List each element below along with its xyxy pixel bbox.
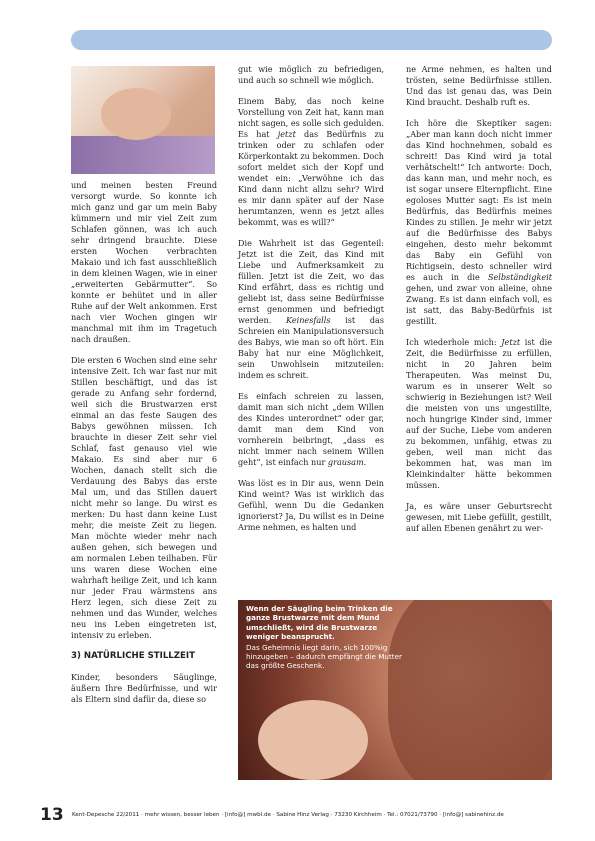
text: Ich wiederhole mich: — [406, 337, 502, 347]
column-3 — [406, 64, 552, 544]
section-heading: 3) NATÜRLICHE STILLZEIT — [71, 651, 195, 661]
text: das Bedürfnis zu trinken oder zu schlafen oder Körperkontakt zu bekommen. Doch sofort meldet sich der Kopf und wendet ein: „Verwöhne ich das Kind dann nicht allzu sehr? Wird es mir dann später auf der Nase herumtanzen, wenn es jetzt alles bekommt, was es will?“ — [238, 129, 385, 227]
text: Ich höre die Skeptiker sagen: „Aber man kann doch nicht immer das Kind hochnehmen, sobald es schreit! Das Kind wird ja total verhätschelt!“ Ich antworte: Doch, das kann man, und mehr noch, es ist sogar unsere Elternpflicht. Eine egoloses Mutter sagt: Es ist mein Bedürfnis, das Bedürfnis meines Kindes zu stillen. Je mehr wir jetzt auf die Bedürfnisse des Babys eingehen, desto mehr bekommt das Baby ein Gefühl von Richtigsein, desto schneller wird es auch in die — [406, 118, 552, 282]
footer-line: Kent-Depesche 22/2011 · mehr wissen, besser leben · [info@] mwbl.de · Sabine Hinz Verlag · 73230 Kirchheim · Tel.: 07021/73790 · [info@] sabinehinz.de — [72, 812, 504, 818]
column-2 — [238, 64, 384, 543]
baby — [258, 700, 368, 780]
blanket — [71, 136, 215, 174]
header-bar — [71, 30, 552, 50]
text: Die Wahrheit ist das Gegenteil: Jetzt ist die Zeit, das Kind mit Liebe und Aufmerksamkeit zu füllen. Jetzt ist die Zeit, wo das Kind erfährt, dass es richtig und geliebt ist, dass seine Bedürfnisse ernst genommen und befriedigt werden. — [238, 238, 384, 325]
emphasis: grausam — [327, 457, 364, 467]
paragraph: und meinen besten Freund versorgt wurde. So konnte ich mich ganz und gar um mein Baby kümmern und mir viel Zeit zum Schlafen gönnen, was ich auch sehr dringend brauchte. Diese ersten Wochen verbrachten Makaio und ich fast ausschließlich in dem kleinen Wagen, wie in einer „erweiterten Gebärmutter“. So konnte er behütet und in aller Ruhe auf der Welt ankommen. Erst nach vier Wochen gingen wir manchmal mit ihm im Tragetuch nach draußen. — [71, 180, 217, 344]
paragraph — [406, 337, 552, 491]
page-number: 13 — [40, 805, 64, 825]
baby-head — [101, 88, 171, 140]
paragraph: gut wie möglich zu befriedigen, und auch so schnell wie möglich. — [238, 64, 384, 85]
text: Es einfach schreien zu lassen, damit man sich nicht „dem Willen des Kindes unterordnet“ oder gar, damit man dem Kind von vornherein beibringt, „dass es nicht immer nach seinem Willen geht“, ist einfach nur — [238, 391, 384, 467]
emphasis: jetzt — [277, 129, 296, 139]
paragraph — [238, 391, 384, 468]
paragraph — [238, 238, 384, 381]
footer — [40, 805, 560, 825]
photo-caption — [246, 604, 406, 671]
paragraph — [406, 118, 552, 327]
caption-text: Das Geheimnis liegt darin, sich 100%ig hinzugeben – dadurch empfängt die Mutter das größte Geschenk. — [246, 642, 402, 671]
paragraph: ne Arme nehmen, es halten und trösten, seine Bedürfnisse stillen. Und das ist genau das, was Dein Kind braucht. Deshalb ruft es. — [406, 64, 552, 107]
text: ist das Schreien ein Manipulationsversuch des Babys, wie man so oft hört. Ein Baby hat nur eine Möglichkeit, sein Unwohlsein mitzuteilen: indem es schreit. — [238, 315, 384, 380]
emphasis: Jetzt — [501, 337, 521, 347]
text: gehen, und zwar von alleine, ohne Zwang. Es ist dann einfach voll, es ist satt, das Baby-Bedürfnis ist gestillt. — [406, 283, 552, 326]
sleeping-baby-photo — [71, 66, 215, 174]
text: Einem Baby, das noch keine Vorstellung von Zeit hat, kann man nicht sagen, es solle sich gedulden. Es hat — [238, 96, 384, 139]
paragraph: Die ersten 6 Wochen sind eine sehr intensive Zeit. Ich war fast nur mit Stillen beschäftigt, und das ist gerade zu Anfang sehr fordernd, weil sich die Brustwarzen erst einmal an das feste Saugen des Babys gewöhnen müssen. Ich brauchte in dieser Zeit sehr viel Schlaf, fast genauso viel wie Makaio. Es sind aber nur 6 Wochen, danach stellt sich die Verdauung des Babys das erste Mal um, und das Stillen dauert nicht mehr so lange. Du wirst es merken: Du hast dann keine Lust mehr, die meiste Zeit zu liegen. Man möchte wieder mehr nach außen gehen, sich bewegen und am normalen Leben teilhaben. Für uns waren diese Wochen eine wahrhaft heilige Zeit, und ich kann nur jeder Frau wärmstens ans Herz legen, sich diese Zeit zu nehmen und das Wunder, welches neu ins Leben eingetreten ist, intensiv zu erleben. — [71, 355, 217, 640]
text: ist die Zeit, die Bedürfnisse zu erfüllen, nicht in 20 Jahren beim Therapeuten. Was meinst Du, warum es in unserer Welt so schwierig in Beziehungen ist? Weil die meisten von uns ungestillte, noch hungrige Kinder sind, immer auf der Suche, Liebe vom anderen zu bekommen, unfähig, etwas zu geben, weil man nicht das bekommen hat, was man im Kleinkindalter hätte bekommen müssen. — [406, 337, 552, 490]
caption-bold: Wenn der Säugling beim Trinken die ganze Brustwarze mit dem Mund umschließt, wird die Brustwarze weniger beansprucht. — [246, 604, 393, 642]
paragraph: Was löst es in Dir aus, wenn Dein Kind weint? Was ist wirklich das Gefühl, wenn Du die Gedanken ignorierst? Ja, Du willst es in Deine Arme nehmen, es halten und — [238, 478, 384, 532]
text: . — [363, 457, 367, 467]
emphasis: Keinesfalls — [286, 315, 331, 325]
column-1 — [71, 180, 217, 715]
emphasis: Selbständigkeit — [487, 272, 552, 282]
breastfeeding-photo — [238, 600, 552, 780]
paragraph — [238, 96, 384, 228]
mother-hair — [388, 600, 552, 780]
paragraph: Kinder, besonders Säuglinge, äußern Ihre Bedürfnisse, und wir als Eltern sind dafür da, diese so — [71, 672, 217, 704]
paragraph: Ja, es wäre unser Geburtsrecht gewesen, mit Liebe gefüllt, gestillt, auf allen Ebenen genährt zu wer- — [406, 501, 552, 533]
